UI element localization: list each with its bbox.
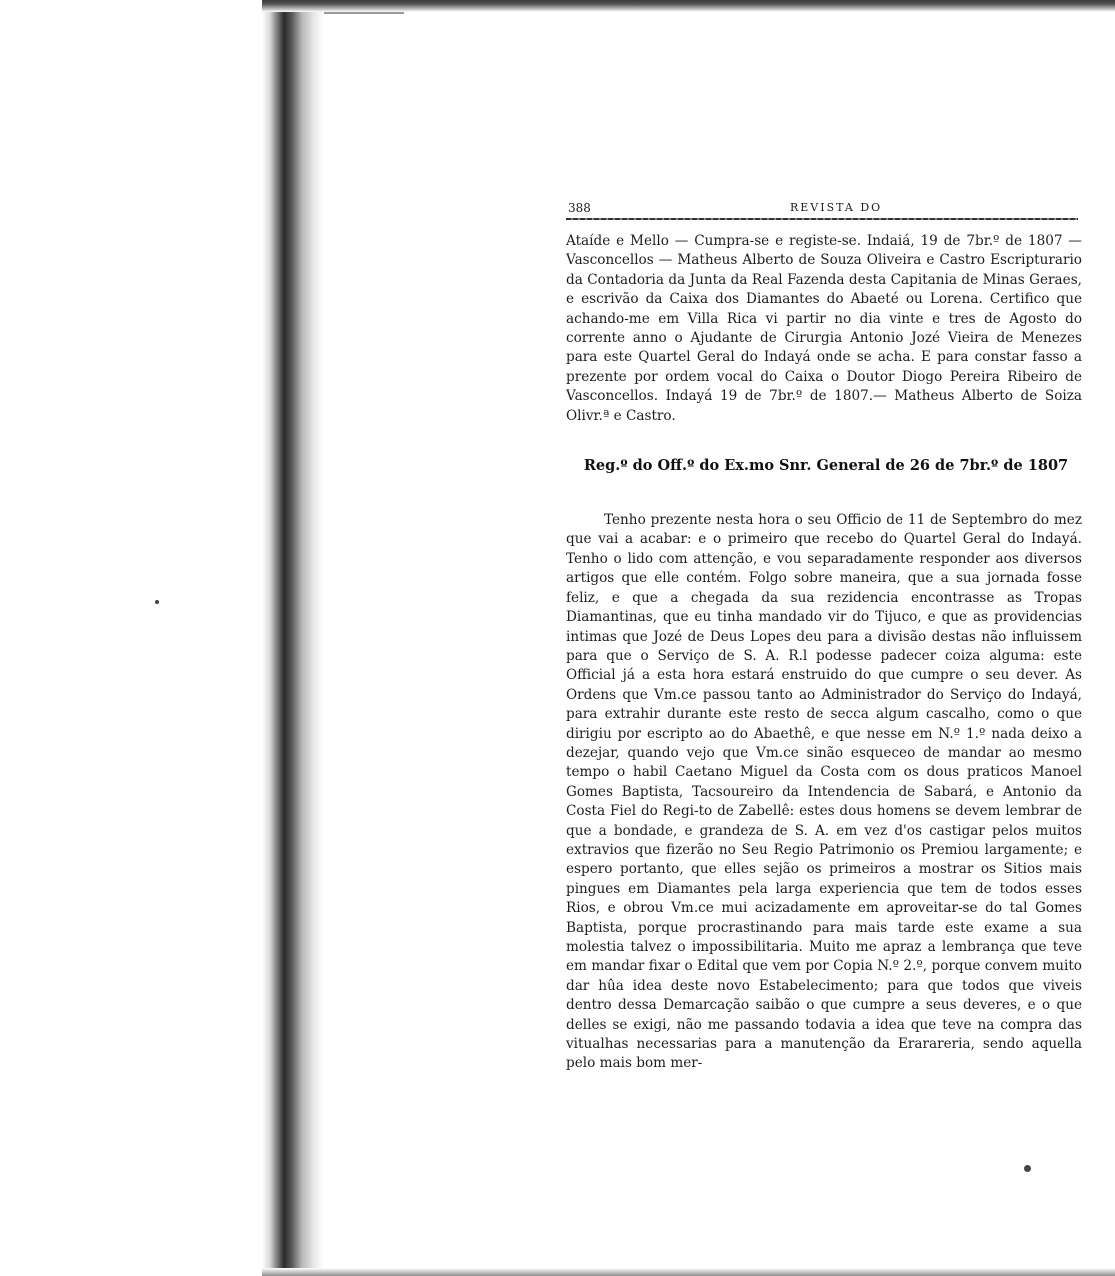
running-head: REVISTA DO — [790, 201, 883, 214]
body-paragraph: Tenho prezente nesta hora o seu Officio de 11 de Septembro do mez que vai a acabar: e o primeiro que recebo do Quartel Geral do Indayá. Tenho o lido com attenção, e vou separadamente responder aos diversos artigos que elle contém. Folgo sobre maneira, que a sua jornada fosse feliz, e que a chegada da sua rezidencia encontrasse as Tropas Diamantinas, que eu tinha mandado vir do Tijuco, e que as providencias intimas que Jozé de Deus Lopes deu para a divisão destas não influissem para que o Serviço de S. A. R.l podesse padecer coiza alguma: este Official já a esta hora estará enstruido do que cumpre o seu dever. As Ordens que Vm.ce passou tanto ao Administrador do Serviço do Indayá, para extrahir durante este resto de secca algum cascalho, como o que dirigiu por escripto ao do Abaethê, e que nesse em N.º 1.º nada deixo a dezejar, quando vejo que Vm.ce sinão esqueceo de mandar ao mesmo tempo o habil Caetano Miguel da Costa com os dous praticos Manoel Gomes Baptista, Tacsoureiro da Intendencia de Sabará, e Antonio da Costa Fiel do Regi-to de Zabellê: estes dous homens se devem lembrar de que a bondade, e grandeza de S. A. em vez d'os castigar pelos muitos extravios que fizerão no Seu Regio Patrimonio os Premiou largamente; e espero portanto, que elles sejão os primeiros a mostrar os Sitios mais pingues em Diamantes pela larga experiencia que tem de todos esses Rios, e obrou Vm.ce mui acizadamente em aproveitar-se do tal Gomes Baptista, porque procrastinando para mais tarde este exame a sua molestia talvez o impossibilitaria. Muito me apraz a lembrança que teve em mandar fixar o Edital que vem por Copia N.º 2.º, porque convem muito dar hûa idea deste novo Estabelecimento; para que todos que viveis dentro dessa Demarcação saibão o que cumpre a seus deveres, e o que delles se exigi, não me passando todavia a idea que teve na compra das vitualhas necessarias para a manutenção da Erarareria, sendo aquella pelo mais bom mer- — [566, 512, 1082, 1072]
bottom-edge-shadow — [262, 1268, 1115, 1276]
book-gutter — [262, 0, 324, 1276]
intro-paragraph: Ataíde e Mello — Cumpra-se e registe-se. Indaiá, 19 de 7br.º de 1807 — Vasconcellos — Matheus Alberto de Souza Oliveira e Castro Escripturario da Contadoria da Junta da Real Fazenda desta Capitania de Minas Geraes, e escrivão da Caixa dos Diamantes do Abaeté ou Lorena. Certifico que achando-me em Villa Rica vi partir no dia vinte e tres de Agosto do corrente anno o Ajudante de Cirurgia Antonio Jozé Vieira de Menezes para este Quartel Geral do Indayá onde se acha. E para constar fasso a prezente por ordem vocal do Caixa o Doutor Diogo Pereira Ribeiro de Vasconcellos. Indayá 19 de 7br.º de 1807.— Matheus Alberto de Soiza Olivr.ª e Castro. — [566, 233, 1082, 424]
header-rule — [566, 218, 1078, 220]
section-heading: Reg.º do Off.º do Ex.mo Snr. General de 26 de 7br.º de 1807 — [583, 457, 1069, 475]
top-edge-shadow — [262, 0, 1115, 12]
top-edge-line — [324, 12, 404, 14]
page-number: 388 — [568, 201, 591, 215]
ink-dot — [1024, 1165, 1031, 1172]
page-header — [566, 196, 1091, 220]
paper-speck — [155, 600, 159, 604]
document-page — [566, 196, 1091, 1074]
